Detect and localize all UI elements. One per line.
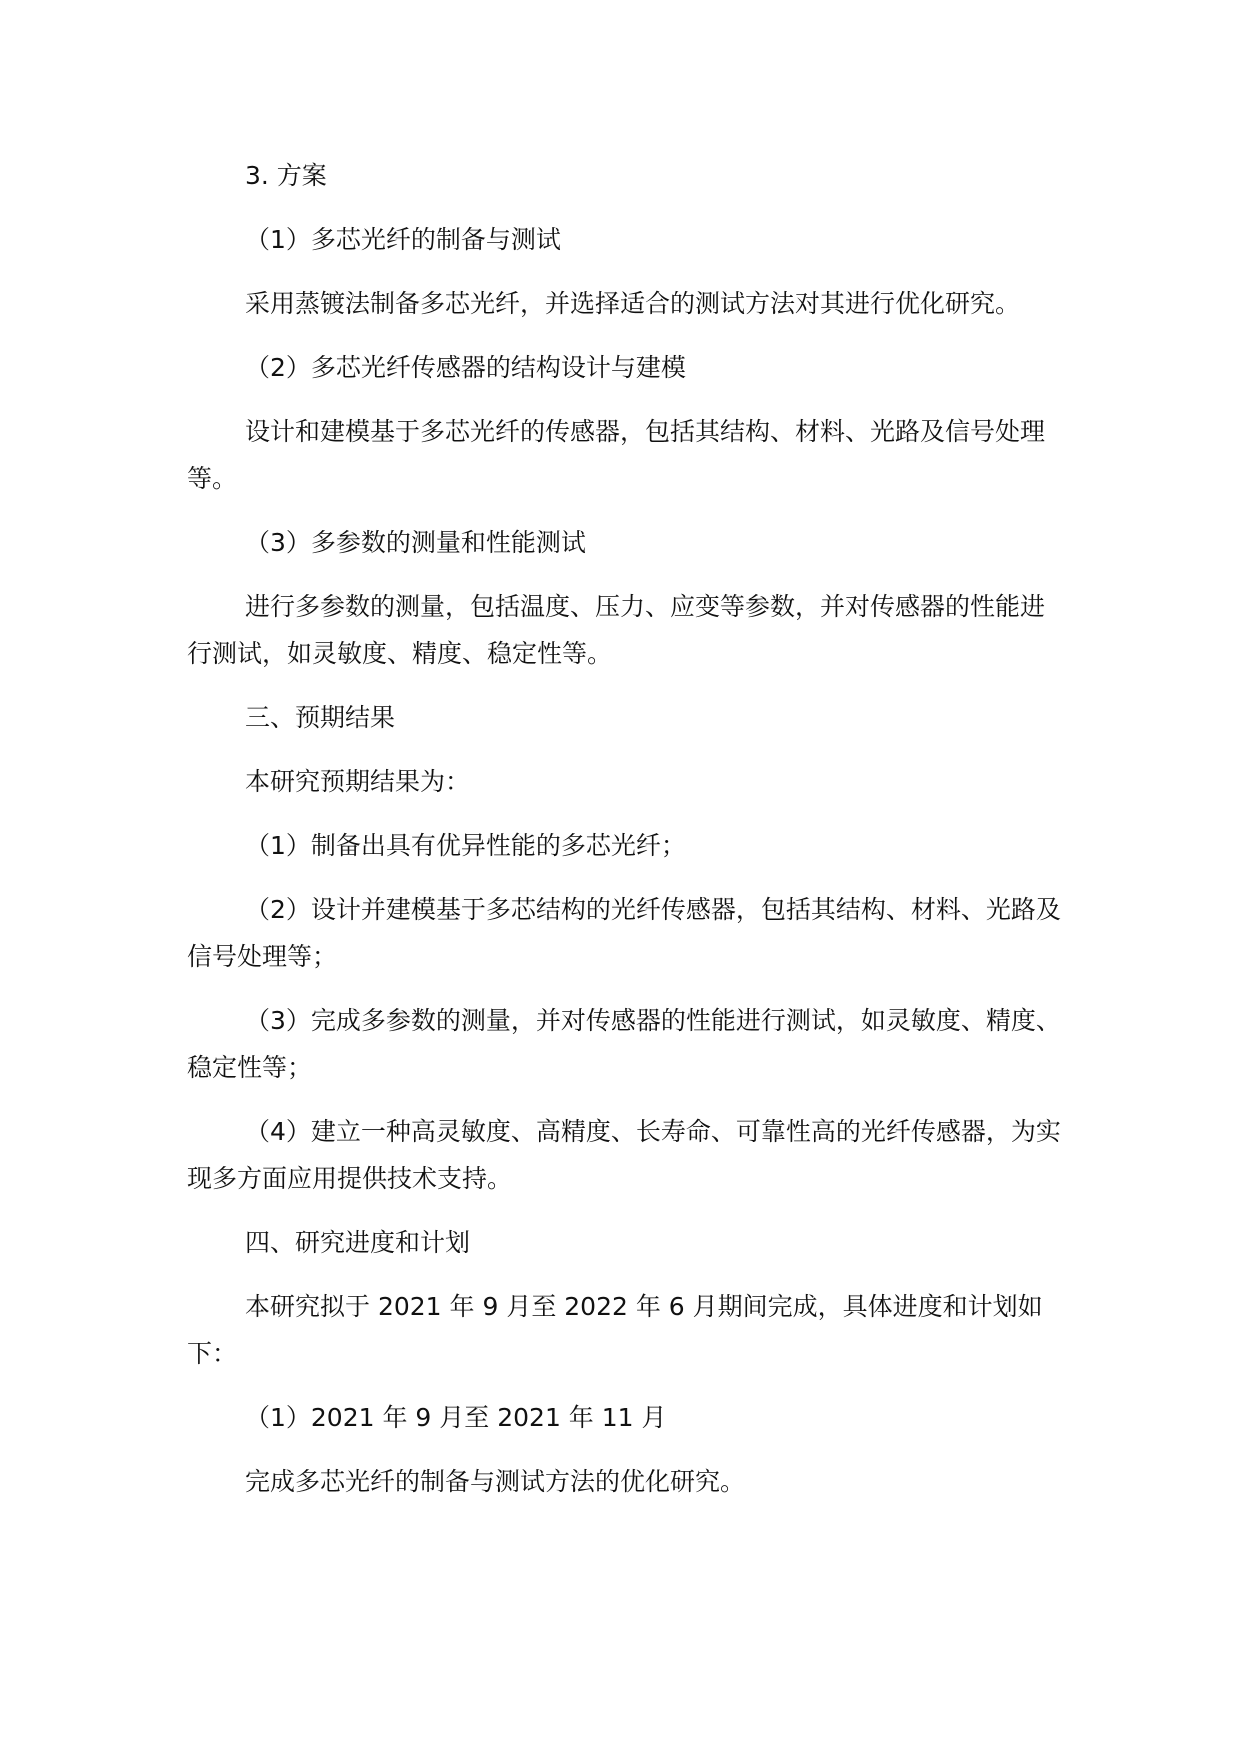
subsection-heading: （2）多芯光纤传感器的结构设计与建模 [245, 353, 686, 382]
subsection-heading: （1）多芯光纤的制备与测试 [245, 225, 561, 254]
body-paragraph: 采用蒸镀法制备多芯光纤，并选择适合的测试方法对其进行优化研究。 [245, 289, 1021, 318]
body-paragraph: 本研究拟于 2021 年 9 月至 2022 年 6 月期间完成，具体进度和计划如下： [187, 1292, 1043, 1368]
body-paragraph: 完成多芯光纤的制备与测试方法的优化研究。 [245, 1467, 746, 1496]
list-item: （1）2021 年 9 月至 2021 年 11 月 [245, 1403, 667, 1432]
document-body [187, 152, 1067, 1522]
section-heading: 三、预期结果 [245, 703, 396, 732]
list-item: （2）设计并建模基于多芯结构的光纤传感器，包括其结构、材料、光路及信号处理等； [187, 895, 1061, 971]
body-paragraph: 进行多参数的测量，包括温度、压力、应变等参数，并对传感器的性能进行测试，如灵敏度、精度、稳定性等。 [187, 592, 1046, 668]
section-heading: 3. 方案 [245, 161, 327, 190]
list-item: （1）制备出具有优异性能的多芯光纤； [245, 831, 686, 860]
section-heading: 四、研究进度和计划 [245, 1228, 471, 1257]
list-item: （4）建立一种高灵敏度、高精度、长寿命、可靠性高的光纤传感器，为实现多方面应用提供技术支持。 [187, 1117, 1061, 1193]
subsection-heading: （3）多参数的测量和性能测试 [245, 528, 586, 557]
body-paragraph: 设计和建模基于多芯光纤的传感器，包括其结构、材料、光路及信号处理等。 [187, 417, 1046, 493]
body-paragraph: 本研究预期结果为： [245, 767, 471, 796]
list-item: （3）完成多参数的测量，并对传感器的性能进行测试，如灵敏度、精度、稳定性等； [187, 1006, 1061, 1082]
